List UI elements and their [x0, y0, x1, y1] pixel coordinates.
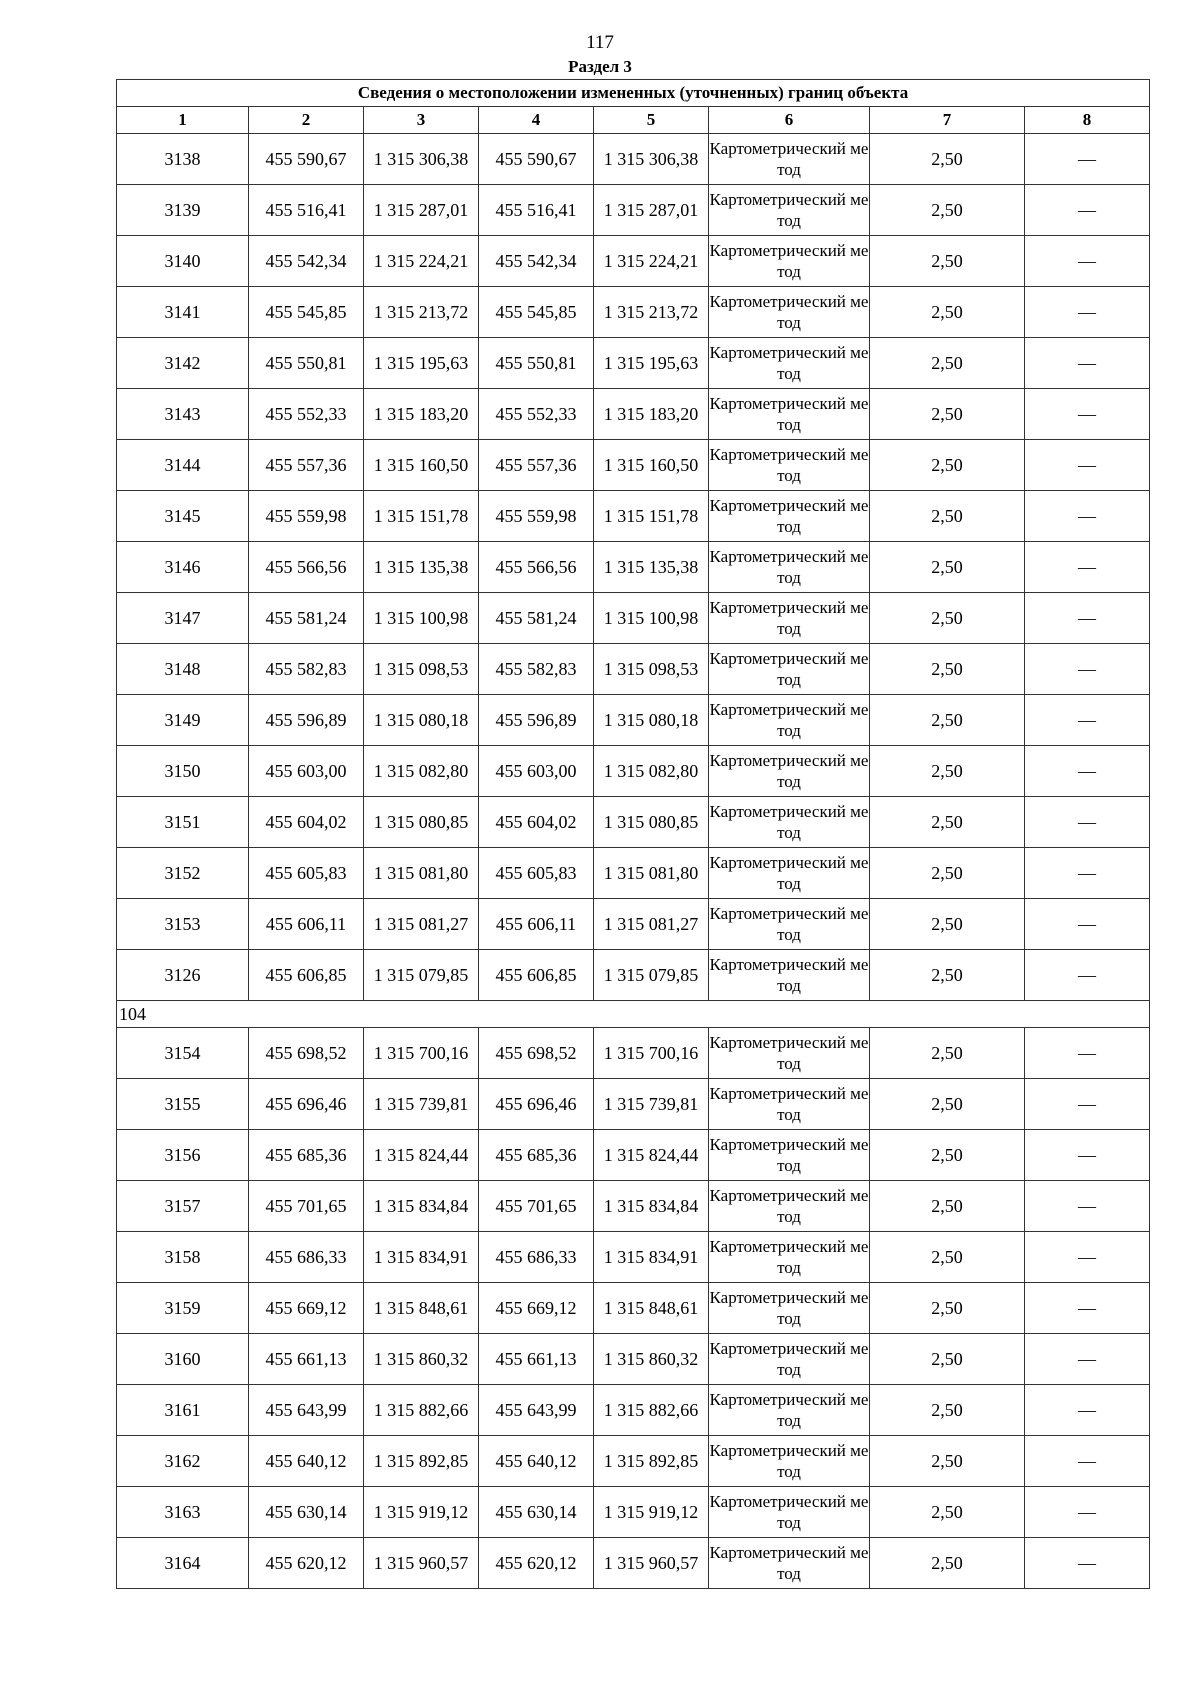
y-existing-cell: 1 315 848,61 — [364, 1283, 479, 1334]
point-number-cell: 3145 — [117, 491, 249, 542]
y-new-cell: 1 315 919,12 — [594, 1487, 709, 1538]
method-cell: Картометрический метод — [709, 746, 870, 797]
table-row — [117, 1130, 1150, 1181]
y-existing-cell: 1 315 098,53 — [364, 644, 479, 695]
y-existing-cell: 1 315 213,72 — [364, 287, 479, 338]
y-existing-cell: 1 315 082,80 — [364, 746, 479, 797]
table-row — [117, 1079, 1150, 1130]
x-new-cell: 455 643,99 — [479, 1385, 594, 1436]
x-new-cell: 455 606,85 — [479, 950, 594, 1001]
table-row — [117, 746, 1150, 797]
description-cell: — — [1025, 1487, 1150, 1538]
method-cell: Картометрический метод — [709, 185, 870, 236]
y-new-cell: 1 315 860,32 — [594, 1334, 709, 1385]
description-cell: — — [1025, 287, 1150, 338]
x-new-cell: 455 605,83 — [479, 848, 594, 899]
method-cell: Картометрический метод — [709, 899, 870, 950]
description-cell: — — [1025, 389, 1150, 440]
table-row — [117, 287, 1150, 338]
x-existing-cell: 455 686,33 — [249, 1232, 364, 1283]
x-new-cell: 455 685,36 — [479, 1130, 594, 1181]
description-cell: — — [1025, 185, 1150, 236]
y-new-cell: 1 315 739,81 — [594, 1079, 709, 1130]
table-row — [117, 1487, 1150, 1538]
x-existing-cell: 455 606,85 — [249, 950, 364, 1001]
x-new-cell: 455 582,83 — [479, 644, 594, 695]
y-new-cell: 1 315 195,63 — [594, 338, 709, 389]
x-existing-cell: 455 606,11 — [249, 899, 364, 950]
method-cell: Картометрический метод — [709, 440, 870, 491]
x-new-cell: 455 552,33 — [479, 389, 594, 440]
y-new-cell: 1 315 834,91 — [594, 1232, 709, 1283]
y-existing-cell: 1 315 834,84 — [364, 1181, 479, 1232]
y-existing-cell: 1 315 860,32 — [364, 1334, 479, 1385]
point-number-cell: 3126 — [117, 950, 249, 1001]
x-new-cell: 455 559,98 — [479, 491, 594, 542]
x-existing-cell: 455 566,56 — [249, 542, 364, 593]
description-cell: — — [1025, 491, 1150, 542]
point-number-cell: 3146 — [117, 542, 249, 593]
y-existing-cell: 1 315 882,66 — [364, 1385, 479, 1436]
y-existing-cell: 1 315 834,91 — [364, 1232, 479, 1283]
x-new-cell: 455 696,46 — [479, 1079, 594, 1130]
accuracy-cell: 2,50 — [870, 389, 1025, 440]
table-row — [117, 593, 1150, 644]
y-existing-cell: 1 315 306,38 — [364, 134, 479, 185]
section-title: Раздел 3 — [568, 57, 632, 76]
y-existing-cell: 1 315 919,12 — [364, 1487, 479, 1538]
y-existing-cell: 1 315 160,50 — [364, 440, 479, 491]
y-new-cell: 1 315 081,80 — [594, 848, 709, 899]
accuracy-cell: 2,50 — [870, 491, 1025, 542]
x-new-cell: 455 620,12 — [479, 1538, 594, 1589]
x-existing-cell: 455 620,12 — [249, 1538, 364, 1589]
y-existing-cell: 1 315 081,80 — [364, 848, 479, 899]
y-existing-cell: 1 315 287,01 — [364, 185, 479, 236]
description-cell: — — [1025, 848, 1150, 899]
method-cell: Картометрический метод — [709, 1487, 870, 1538]
x-existing-cell: 455 603,00 — [249, 746, 364, 797]
table-row — [117, 185, 1150, 236]
y-new-cell: 1 315 135,38 — [594, 542, 709, 593]
table-row — [117, 848, 1150, 899]
y-existing-cell: 1 315 183,20 — [364, 389, 479, 440]
point-number-cell: 3160 — [117, 1334, 249, 1385]
table-row — [117, 491, 1150, 542]
description-cell: — — [1025, 797, 1150, 848]
y-existing-cell: 1 315 100,98 — [364, 593, 479, 644]
y-new-cell: 1 315 079,85 — [594, 950, 709, 1001]
y-existing-cell: 1 315 892,85 — [364, 1436, 479, 1487]
method-cell: Картометрический метод — [709, 950, 870, 1001]
coordinates-table — [116, 79, 1150, 1589]
method-cell: Картометрический метод — [709, 1334, 870, 1385]
x-existing-cell: 455 661,13 — [249, 1334, 364, 1385]
method-cell: Картометрический метод — [709, 287, 870, 338]
x-new-cell: 455 516,41 — [479, 185, 594, 236]
page-number: 117 — [586, 32, 614, 53]
accuracy-cell: 2,50 — [870, 593, 1025, 644]
x-new-cell: 455 606,11 — [479, 899, 594, 950]
table-row — [117, 899, 1150, 950]
x-new-cell: 455 603,00 — [479, 746, 594, 797]
x-existing-cell: 455 685,36 — [249, 1130, 364, 1181]
method-cell: Картометрический метод — [709, 1079, 870, 1130]
method-cell: Картометрический метод — [709, 797, 870, 848]
table-row — [117, 1334, 1150, 1385]
accuracy-cell: 2,50 — [870, 134, 1025, 185]
method-cell: Картометрический метод — [709, 1283, 870, 1334]
accuracy-cell: 2,50 — [870, 1079, 1025, 1130]
x-existing-cell: 455 582,83 — [249, 644, 364, 695]
x-new-cell: 455 686,33 — [479, 1232, 594, 1283]
x-existing-cell: 455 630,14 — [249, 1487, 364, 1538]
table-body — [117, 134, 1150, 1589]
point-number-cell: 3152 — [117, 848, 249, 899]
table-row — [117, 236, 1150, 287]
x-new-cell: 455 550,81 — [479, 338, 594, 389]
table-row — [117, 1232, 1150, 1283]
table-row — [117, 1181, 1150, 1232]
column-header: 4 — [479, 107, 594, 134]
method-cell: Картометрический метод — [709, 542, 870, 593]
x-new-cell: 455 661,13 — [479, 1334, 594, 1385]
accuracy-cell: 2,50 — [870, 338, 1025, 389]
point-number-cell: 3156 — [117, 1130, 249, 1181]
description-cell: — — [1025, 1130, 1150, 1181]
x-existing-cell: 455 698,52 — [249, 1028, 364, 1079]
table-caption: Сведения о местоположении измененных (уточненных) границ объекта — [117, 80, 1150, 107]
accuracy-cell: 2,50 — [870, 1385, 1025, 1436]
method-cell: Картометрический метод — [709, 491, 870, 542]
x-existing-cell: 455 643,99 — [249, 1385, 364, 1436]
column-header: 1 — [117, 107, 249, 134]
method-cell: Картометрический метод — [709, 1232, 870, 1283]
description-cell: — — [1025, 542, 1150, 593]
method-cell: Картометрический метод — [709, 848, 870, 899]
x-existing-cell: 455 605,83 — [249, 848, 364, 899]
accuracy-cell: 2,50 — [870, 1130, 1025, 1181]
point-number-cell: 3148 — [117, 644, 249, 695]
table-row — [117, 1538, 1150, 1589]
table-row — [117, 1385, 1150, 1436]
accuracy-cell: 2,50 — [870, 1028, 1025, 1079]
method-cell: Картометрический метод — [709, 1130, 870, 1181]
point-number-cell: 3151 — [117, 797, 249, 848]
point-number-cell: 3157 — [117, 1181, 249, 1232]
column-header: 2 — [249, 107, 364, 134]
description-cell: — — [1025, 1385, 1150, 1436]
y-new-cell: 1 315 892,85 — [594, 1436, 709, 1487]
accuracy-cell: 2,50 — [870, 797, 1025, 848]
y-existing-cell: 1 315 824,44 — [364, 1130, 479, 1181]
y-new-cell: 1 315 960,57 — [594, 1538, 709, 1589]
accuracy-cell: 2,50 — [870, 440, 1025, 491]
description-cell: — — [1025, 950, 1150, 1001]
table-row — [117, 1028, 1150, 1079]
y-existing-cell: 1 315 700,16 — [364, 1028, 479, 1079]
y-new-cell: 1 315 080,85 — [594, 797, 709, 848]
y-new-cell: 1 315 098,53 — [594, 644, 709, 695]
column-header: 7 — [870, 107, 1025, 134]
y-existing-cell: 1 315 960,57 — [364, 1538, 479, 1589]
y-new-cell: 1 315 100,98 — [594, 593, 709, 644]
table-row — [117, 1283, 1150, 1334]
y-new-cell: 1 315 080,18 — [594, 695, 709, 746]
x-existing-cell: 455 545,85 — [249, 287, 364, 338]
description-cell: — — [1025, 695, 1150, 746]
y-existing-cell: 1 315 224,21 — [364, 236, 479, 287]
y-new-cell: 1 315 882,66 — [594, 1385, 709, 1436]
method-cell: Картометрический метод — [709, 1028, 870, 1079]
x-new-cell: 455 581,24 — [479, 593, 594, 644]
x-new-cell: 455 545,85 — [479, 287, 594, 338]
point-number-cell: 3139 — [117, 185, 249, 236]
point-number-cell: 3149 — [117, 695, 249, 746]
y-new-cell: 1 315 213,72 — [594, 287, 709, 338]
x-new-cell: 455 701,65 — [479, 1181, 594, 1232]
x-existing-cell: 455 696,46 — [249, 1079, 364, 1130]
accuracy-cell: 2,50 — [870, 695, 1025, 746]
description-cell: — — [1025, 1028, 1150, 1079]
point-number-cell: 3155 — [117, 1079, 249, 1130]
table-row — [117, 440, 1150, 491]
accuracy-cell: 2,50 — [870, 236, 1025, 287]
column-header: 6 — [709, 107, 870, 134]
accuracy-cell: 2,50 — [870, 950, 1025, 1001]
accuracy-cell: 2,50 — [870, 1283, 1025, 1334]
y-existing-cell: 1 315 195,63 — [364, 338, 479, 389]
accuracy-cell: 2,50 — [870, 1181, 1025, 1232]
point-number-cell: 3150 — [117, 746, 249, 797]
y-new-cell: 1 315 183,20 — [594, 389, 709, 440]
description-cell: — — [1025, 1181, 1150, 1232]
description-cell: — — [1025, 593, 1150, 644]
y-existing-cell: 1 315 739,81 — [364, 1079, 479, 1130]
description-cell: — — [1025, 1334, 1150, 1385]
table-row — [117, 542, 1150, 593]
y-new-cell: 1 315 824,44 — [594, 1130, 709, 1181]
accuracy-cell: 2,50 — [870, 185, 1025, 236]
accuracy-cell: 2,50 — [870, 1436, 1025, 1487]
column-header: 5 — [594, 107, 709, 134]
table-row — [117, 695, 1150, 746]
accuracy-cell: 2,50 — [870, 848, 1025, 899]
y-new-cell: 1 315 834,84 — [594, 1181, 709, 1232]
y-new-cell: 1 315 848,61 — [594, 1283, 709, 1334]
x-new-cell: 455 557,36 — [479, 440, 594, 491]
description-cell: — — [1025, 1436, 1150, 1487]
y-new-cell: 1 315 151,78 — [594, 491, 709, 542]
x-existing-cell: 455 596,89 — [249, 695, 364, 746]
description-cell: — — [1025, 899, 1150, 950]
x-new-cell: 455 590,67 — [479, 134, 594, 185]
column-header: 3 — [364, 107, 479, 134]
x-new-cell: 455 669,12 — [479, 1283, 594, 1334]
point-number-cell: 3141 — [117, 287, 249, 338]
accuracy-cell: 2,50 — [870, 644, 1025, 695]
method-cell: Картометрический метод — [709, 389, 870, 440]
y-new-cell: 1 315 306,38 — [594, 134, 709, 185]
y-existing-cell: 1 315 079,85 — [364, 950, 479, 1001]
group-label-row — [117, 1001, 1150, 1028]
description-cell: — — [1025, 338, 1150, 389]
method-cell: Картометрический метод — [709, 236, 870, 287]
description-cell: — — [1025, 1283, 1150, 1334]
y-new-cell: 1 315 081,27 — [594, 899, 709, 950]
point-number-cell: 3163 — [117, 1487, 249, 1538]
description-cell: — — [1025, 1538, 1150, 1589]
accuracy-cell: 2,50 — [870, 1487, 1025, 1538]
point-number-cell: 3158 — [117, 1232, 249, 1283]
x-new-cell: 455 542,34 — [479, 236, 594, 287]
method-cell: Картометрический метод — [709, 134, 870, 185]
method-cell: Картометрический метод — [709, 644, 870, 695]
accuracy-cell: 2,50 — [870, 1538, 1025, 1589]
x-new-cell: 455 566,56 — [479, 542, 594, 593]
accuracy-cell: 2,50 — [870, 287, 1025, 338]
x-existing-cell: 455 550,81 — [249, 338, 364, 389]
x-existing-cell: 455 559,98 — [249, 491, 364, 542]
method-cell: Картометрический метод — [709, 695, 870, 746]
table-row — [117, 644, 1150, 695]
y-new-cell: 1 315 160,50 — [594, 440, 709, 491]
x-existing-cell: 455 604,02 — [249, 797, 364, 848]
point-number-cell: 3162 — [117, 1436, 249, 1487]
method-cell: Картометрический метод — [709, 1181, 870, 1232]
group-label: 104 — [117, 1001, 1150, 1028]
y-existing-cell: 1 315 080,18 — [364, 695, 479, 746]
y-existing-cell: 1 315 135,38 — [364, 542, 479, 593]
x-existing-cell: 455 701,65 — [249, 1181, 364, 1232]
x-new-cell: 455 596,89 — [479, 695, 594, 746]
point-number-cell: 3142 — [117, 338, 249, 389]
accuracy-cell: 2,50 — [870, 1232, 1025, 1283]
x-existing-cell: 455 557,36 — [249, 440, 364, 491]
description-cell: — — [1025, 644, 1150, 695]
accuracy-cell: 2,50 — [870, 1334, 1025, 1385]
y-new-cell: 1 315 082,80 — [594, 746, 709, 797]
point-number-cell: 3138 — [117, 134, 249, 185]
accuracy-cell: 2,50 — [870, 746, 1025, 797]
table-row — [117, 134, 1150, 185]
x-existing-cell: 455 590,67 — [249, 134, 364, 185]
point-number-cell: 3154 — [117, 1028, 249, 1079]
description-cell: — — [1025, 236, 1150, 287]
description-cell: — — [1025, 134, 1150, 185]
method-cell: Картометрический метод — [709, 1385, 870, 1436]
accuracy-cell: 2,50 — [870, 542, 1025, 593]
method-cell: Картометрический метод — [709, 338, 870, 389]
x-existing-cell: 455 552,33 — [249, 389, 364, 440]
x-new-cell: 455 640,12 — [479, 1436, 594, 1487]
description-cell: — — [1025, 746, 1150, 797]
x-new-cell: 455 630,14 — [479, 1487, 594, 1538]
point-number-cell: 3153 — [117, 899, 249, 950]
method-cell: Картометрический метод — [709, 1436, 870, 1487]
y-new-cell: 1 315 287,01 — [594, 185, 709, 236]
point-number-cell: 3159 — [117, 1283, 249, 1334]
x-existing-cell: 455 581,24 — [249, 593, 364, 644]
y-existing-cell: 1 315 080,85 — [364, 797, 479, 848]
x-existing-cell: 455 542,34 — [249, 236, 364, 287]
accuracy-cell: 2,50 — [870, 899, 1025, 950]
x-existing-cell: 455 516,41 — [249, 185, 364, 236]
y-existing-cell: 1 315 081,27 — [364, 899, 479, 950]
table-row — [117, 797, 1150, 848]
table-row — [117, 389, 1150, 440]
method-cell: Картометрический метод — [709, 1538, 870, 1589]
point-number-cell: 3140 — [117, 236, 249, 287]
point-number-cell: 3161 — [117, 1385, 249, 1436]
description-cell: — — [1025, 1232, 1150, 1283]
method-cell: Картометрический метод — [709, 593, 870, 644]
table-row — [117, 950, 1150, 1001]
x-new-cell: 455 698,52 — [479, 1028, 594, 1079]
description-cell: — — [1025, 1079, 1150, 1130]
x-existing-cell: 455 669,12 — [249, 1283, 364, 1334]
y-new-cell: 1 315 700,16 — [594, 1028, 709, 1079]
x-existing-cell: 455 640,12 — [249, 1436, 364, 1487]
point-number-cell: 3164 — [117, 1538, 249, 1589]
x-new-cell: 455 604,02 — [479, 797, 594, 848]
point-number-cell: 3147 — [117, 593, 249, 644]
y-new-cell: 1 315 224,21 — [594, 236, 709, 287]
table-row — [117, 338, 1150, 389]
point-number-cell: 3143 — [117, 389, 249, 440]
description-cell: — — [1025, 440, 1150, 491]
table-row — [117, 1436, 1150, 1487]
y-existing-cell: 1 315 151,78 — [364, 491, 479, 542]
point-number-cell: 3144 — [117, 440, 249, 491]
column-header: 8 — [1025, 107, 1150, 134]
